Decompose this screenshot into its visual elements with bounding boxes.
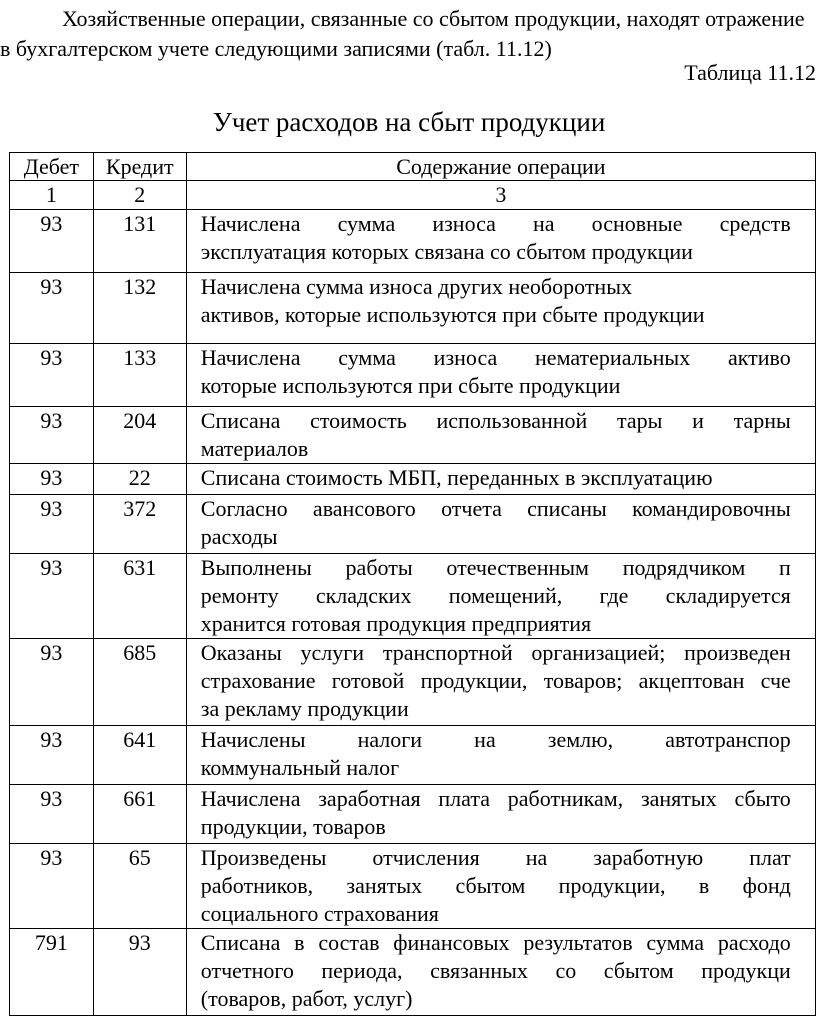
table-row [10,726,816,785]
table-heading: Учет расходов на сбыт продукции [212,107,606,137]
table-row [10,273,816,344]
operation-description [186,344,815,407]
credit-account: 204 [93,407,186,464]
credit-account: 685 [93,639,186,726]
col-number-credit: 2 [93,181,186,210]
description-line: Согласно авансового отчета списаны командировочны [200,496,791,521]
description-line: Произведены отчисления на заработную плат [200,845,791,870]
operation-description [186,639,815,726]
credit-account: 22 [93,464,186,495]
table-row [10,495,816,554]
debit-account: 93 [10,785,94,844]
debit-account: 93 [10,344,94,407]
col-number-debit: 1 [10,181,94,210]
description-line: Начислена сумма износа других необоротных [200,274,632,299]
header-credit: Кредит [93,153,186,181]
debit-account: 93 [10,726,94,785]
table-row [10,407,816,464]
debit-account: 93 [10,495,94,554]
description-line: страхование готовой продукции, товаров; акцептован сче [200,668,791,693]
operation-description [186,495,815,554]
operation-description [186,785,815,844]
credit-account: 132 [93,273,186,344]
debit-account: 93 [10,554,94,639]
description-line: продукции, товаров [200,814,386,839]
operation-description [186,844,815,929]
credit-account: 93 [93,929,186,1016]
description-line: работников, занятых сбытом продукции, в фонд [200,873,791,898]
intro-line-2: в бухгалтерском учете следующими записями (табл. 11.12) [0,36,552,61]
credit-account: 133 [93,344,186,407]
description-line: расходы [200,524,278,549]
credit-account: 65 [93,844,186,929]
operation-description [186,554,815,639]
credit-account: 661 [93,785,186,844]
credit-account: 131 [93,210,186,273]
debit-account: 93 [10,464,94,495]
operation-description [186,407,815,464]
table-row [10,844,816,929]
description-line: (товаров, работ, услуг) [200,986,413,1011]
description-line: Списана стоимость МБП, переданных в эксплуатацию [200,465,713,490]
debit-account: 93 [10,407,94,464]
description-line: Начислена сумма износа на основные средств [200,211,791,236]
intro-line-1: Хозяйственные операции, связанные со сбытом продукции, находят отражение [62,6,805,31]
credit-account: 641 [93,726,186,785]
description-line: за рекламу продукции [200,696,409,721]
description-line: коммунальный налог [200,755,400,780]
header-content: Содержание операции [186,153,815,181]
description-line: Выполнены работы отечественным подрядчиком п [200,555,791,580]
description-line: хранится готовая продукция предприятия [200,611,592,636]
table-row [10,554,816,639]
description-line: Начислена заработная плата работникам, занятых сбыто [200,786,791,811]
intro-paragraph [0,4,816,64]
column-number-row [10,181,816,210]
table-row [10,639,816,726]
debit-account: 93 [10,210,94,273]
debit-account: 791 [10,929,94,1016]
description-line: Списана в состав финансовых результатов сумма расходо [200,930,791,955]
debit-account: 93 [10,639,94,726]
credit-account: 631 [93,554,186,639]
header-row [10,153,816,181]
credit-account: 372 [93,495,186,554]
table-row [10,785,816,844]
description-line: Начислена сумма износа нематериальных активо [200,345,791,370]
description-line: социального страхования [200,901,439,926]
operation-description [186,210,815,273]
operation-description [186,726,815,785]
description-line: Начислены налоги на землю, автотранспор [200,727,791,752]
operation-description [186,929,815,1016]
table-row [10,464,816,495]
description-line: которые используются при сбыте продукции [200,373,621,398]
description-line: Списана стоимость использованной тары и тарны [200,408,791,433]
accounting-entries-table [9,152,816,1016]
operation-description [186,273,815,344]
debit-account: 93 [10,844,94,929]
description-line: эксплуатация которых связана со сбытом продукции [200,239,693,264]
header-debit: Дебет [10,153,94,181]
description-line: материалов [200,436,309,461]
col-number-content: 3 [186,181,815,210]
description-line: ремонту складских помещений, где складируется [200,583,791,608]
table-row [10,210,816,273]
debit-account: 93 [10,273,94,344]
table-row [10,929,816,1016]
table-caption: Таблица 11.12 [684,60,816,85]
table-row [10,344,816,407]
operation-description [186,464,815,495]
description-line: отчетного периода, связанных со сбытом продукци [200,958,791,983]
description-line: Оказаны услуги транспортной организацией; произведен [200,640,791,665]
description-line: активов, которые используются при сбыте продукции [200,302,705,327]
